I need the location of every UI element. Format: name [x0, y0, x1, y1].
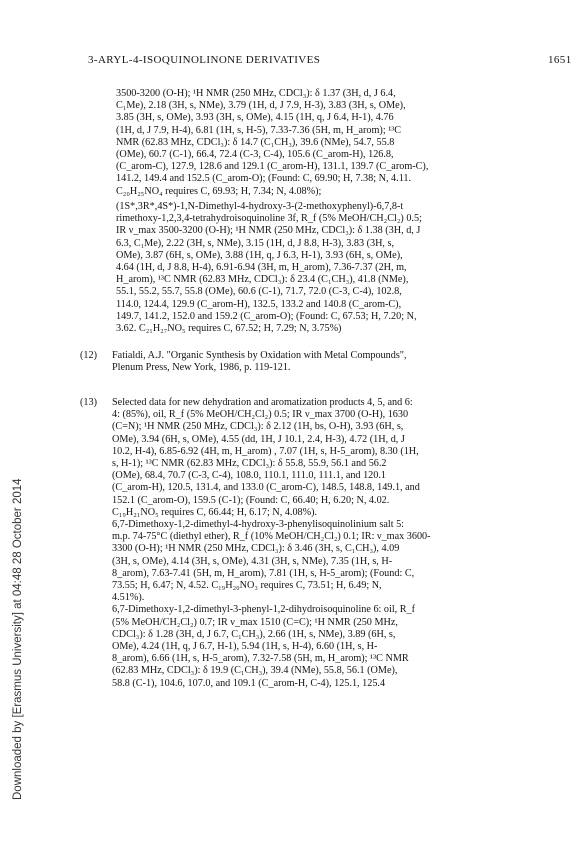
text-line: 6,7-Dimethoxy-1,2-dimethyl-4-hydroxy-3-phenylisoquinolinium salt 5:: [112, 519, 405, 531]
text-line: OMe), 3.87 (6H, s, OMe), 3.88 (1H, q, J 6.3, H-1), 3.93 (6H, s, OMe),: [116, 249, 403, 261]
text-line: 149.7, 141.2, 152.0 and 159.2 (C_arom-O); (Found: C, 67.53; H, 7.20; N,: [116, 310, 417, 322]
text-line: (5% MeOH/CH₂Cl₂) 0.7; IR ν_max 1510 (C=C); ¹H NMR (250 MHz,: [112, 616, 398, 628]
text-line: 58.8 (C-1), 104.6, 107.0, and 109.1 (C_arom-H, C-4), 125.1, 125.4: [112, 677, 386, 689]
text-line: 4.51%).: [112, 592, 145, 604]
text-line: 4: (85%), oil, R_f (5% MeOH/CH₂Cl₂) 0.5; IR ν_max 3700 (O-H), 1630: [112, 409, 409, 421]
text-line: 141.2, 149.4 and 152.5 (C_arom-O); (Found: C, 69.90; H, 7.38; N, 4.11.: [116, 173, 412, 185]
text-line: 3.62. C₂₁H₂₇NO₅ requires C, 67.52; H, 7.29; N, 3.75%): [116, 323, 342, 335]
text-line: 3300 (O-H); ¹H NMR (250 MHz, CDCl₃): δ 3.46 (3H, s, C₁CH₃), 4.09: [112, 543, 400, 555]
text-line: CDCl₃): δ 1.28 (3H, d, J 6.7, C₁CH₃), 2.66 (1H, s, NMe), 3.89 (6H, s,: [112, 628, 396, 640]
text-line: C₂₀H₂₅NO₄ requires C, 69.93; H, 7.34; N, 4.08%);: [116, 185, 322, 197]
text-line: (C_arom-H), 120.5, 131.4, and 133.0 (C_arom-C), 148.5, 148.8, 149.1, and: [112, 482, 420, 494]
text-line: 8_arom), 6.66 (1H, s, H-5_arom), 7.32-7.58 (5H, m, H_arom); ¹³C NMR: [112, 653, 409, 665]
text-line: (OMe), 60.7 (C-1), 66.4, 72.4 (C-3, C-4), 105.6 (C_arom-H), 126.8,: [116, 149, 394, 161]
text-line: Plenum Press, New York, 1986, p. 119-121.: [112, 362, 291, 374]
compound-3f-paragraph: [116, 201, 526, 335]
text-line: (3H, s, OMe), 4.14 (3H, s, OMe), 4.31 (3H, s, NMe), 7.35 (1H, s, H-: [112, 555, 393, 567]
text-line: (C_arom-C), 127.9, 128.6 and 129.1 (C_arom-H), 131.1, 139.7 (C_arom-C),: [116, 161, 429, 173]
text-line: 8_arom), 7.63-7.41 (5H, m, H_arom), 7.81 (1H, s, H-5_arom); (Found: C,: [112, 567, 415, 579]
continuation-text: [116, 88, 526, 198]
text-line: (C=N); ¹H NMR (250 MHz, CDCl₃): δ 2.12 (1H, bs, O-H), 3.93 (6H, s,: [112, 421, 404, 433]
text-line: (OMe), 68.4, 70.7 (C-3, C-4), 108.0, 110.1, 111.0, 111.1, and 120.1: [112, 470, 386, 482]
text-line: rimethoxy-1,2,3,4-tetrahydroisoquinoline 3f, R_f (5% MeOH/CH₂Cl₂) 0.5;: [116, 213, 422, 225]
running-header: [88, 54, 572, 66]
text-line: C₁₉H₂₁NO₅ requires C, 66.44; H, 6.17; N, 4.08%).: [112, 506, 318, 518]
text-line: NMR (62.83 MHz, CDCl₃): δ 14.7 (C₁CH₃), 39.6 (NMe), 54.7, 55.8: [116, 136, 395, 148]
text-line: 6,7-Dimethoxy-1,2-dimethyl-3-phenyl-1,2-dihydroisoquinoline 6: oil, R_f: [112, 604, 416, 616]
text-line: 4.64 (1H, d, J 8.8, H-4), 6.91-6.94 (3H, m, H_arom), 7.36-7.37 (2H, m,: [116, 262, 407, 274]
running-title: 3-ARYL-4-ISOQUINOLINONE DERIVATIVES: [88, 54, 321, 66]
text-line: 73.55; H, 6.47; N, 4.52. C₁₉H₂₀NO₃ requires C, 73.51; H, 6.49; N,: [112, 580, 382, 592]
reference-number: (12): [80, 350, 97, 361]
reference-13: [80, 397, 431, 689]
text-line: C₁Me), 2.18 (3H, s, NMe), 3.79 (1H, d, J 7.9, H-3), 3.83 (3H, s, OMe),: [116, 100, 406, 112]
text-line: 3500-3200 (O-H); ¹H NMR (250 MHz, CDCl₃): δ 1.37 (3H, d, J 6.4,: [116, 88, 396, 99]
text-line: (1H, d, J 7.9, H-4), 6.81 (1H, s, H-5), 7.33-7.36 (5H, m, H_arom); ¹³C: [116, 124, 402, 136]
download-watermark: [12, 40, 24, 800]
text-line: H_arom), ¹³C NMR (62.83 MHz, CDCl₃): δ 23.4 (C₁CH₃), 41.8 (NMe),: [116, 274, 409, 286]
text-line: 3.85 (3H, s, OMe), 3.93 (3H, s, OMe), 4.15 (1H, q, J 6.4, H-1), 4.76: [116, 112, 394, 124]
text-line: (1S*,3R*,4S*)-1,N-Dimethyl-4-hydroxy-3-(2-methoxyphenyl)-6,7,8-t: [116, 201, 404, 212]
text-line: OMe), 4.24 (1H, q, J 6.7, H-1), 5.94 (1H, s, H-4), 6.60 (1H, s, H-: [112, 641, 378, 653]
reference-12: [80, 350, 407, 374]
text-line: OMe), 3.94 (6H, s, OMe), 4.55 (dd, 1H, J 10.1, 2.4, H-3), 4.72 (1H, d, J: [112, 433, 405, 445]
text-line: 114.0, 124.4, 129.9 (C_arom-H), 132.5, 133.2 and 140.8 (C_arom-C),: [116, 298, 402, 310]
text-line: 6.3, C₁Me), 2.22 (3H, s, NMe), 3.15 (1H, d, J 8.8, H-3), 3.83 (3H, s,: [116, 237, 395, 249]
text-line: Fatialdi, A.J. "Organic Synthesis by Oxidation with Metal Compounds",: [112, 350, 407, 361]
text-line: m.p. 74-75°C (diethyl ether), R_f (10% MeOH/CH₂Cl₂) 0.1; IR: ν_max 3600-: [112, 531, 431, 543]
text-line: IR ν_max 3500-3200 (O-H); ¹H NMR (250 MHz, CDCl₃): δ 1.38 (3H, d, J: [116, 225, 421, 237]
text-line: 10.2, H-4), 6.85-6.92 (4H, m, H_arom) , 7.07 (1H, s, H-5_arom), 8.30 (1H,: [112, 445, 419, 457]
text-line: Selected data for new dehydration and aromatization products 4, 5, and 6:: [112, 397, 413, 408]
download-note: Downloaded by [Erasmus University] at 04:48 28 October 2014: [12, 478, 24, 800]
text-line: 55.1, 55.2, 55.7, 55.8 (OMe), 60.6 (C-1), 71.7, 72.0 (C-3, C-4), 102.8,: [116, 286, 402, 298]
reference-number: (13): [80, 397, 97, 408]
text-line: (62.83 MHz, CDCl₃): δ 19.9 (C₁CH₃), 39.4 (NMe), 55.8, 56.1 (OMe),: [112, 665, 398, 677]
text-line: 152.1 (C_arom-O), 159.5 (C-1); (Found: C, 66.40; H, 6.20; N, 4.02.: [112, 494, 390, 506]
page-number: 1651: [548, 54, 572, 66]
text-line: s, H-1); ¹³C NMR (62.83 MHz, CDCl₃): δ 55.8, 55.9, 56.1 and 56.2: [112, 458, 387, 470]
